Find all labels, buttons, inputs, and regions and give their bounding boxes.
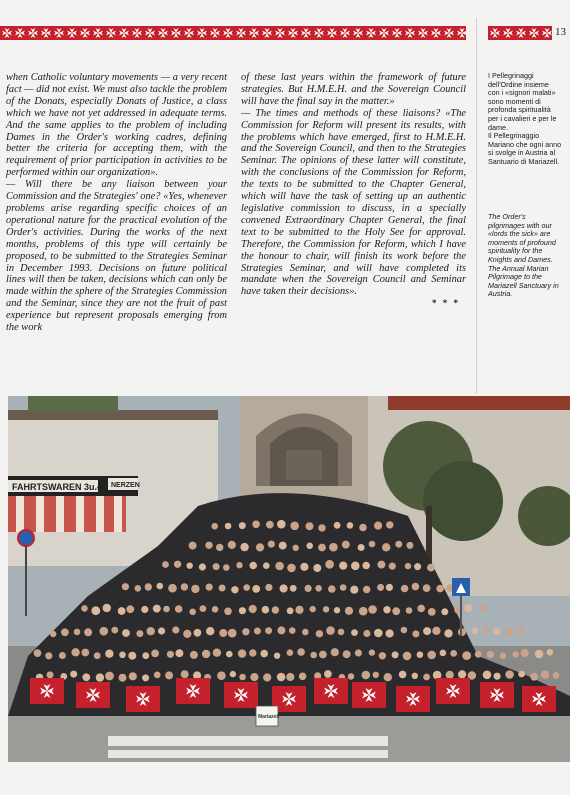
pilgrim-head: [369, 541, 376, 548]
pilgrim-head: [59, 652, 66, 659]
pilgrim-head: [228, 541, 236, 549]
pilgrim-head: [287, 649, 294, 656]
pilgrim-head: [417, 605, 425, 613]
pilgrim-head: [535, 650, 544, 659]
caption-italian: [488, 72, 562, 167]
pilgrim-head: [479, 605, 485, 611]
pilgrim-head: [249, 605, 257, 613]
pilgrim-head: [316, 630, 323, 637]
pilgrim-head: [122, 629, 130, 637]
pilgrim-head: [82, 673, 90, 681]
pilgrim-head: [521, 649, 529, 657]
pilgrim-head: [412, 630, 419, 637]
pilgrim-head: [202, 650, 210, 658]
pilgrim-head: [389, 563, 396, 570]
pilgrim-head: [213, 563, 220, 570]
pilgrim-head: [287, 607, 294, 614]
pilgrim-head: [239, 674, 246, 681]
pilgrim-head: [190, 651, 198, 659]
shop-sign-right: NERZEN: [111, 482, 140, 489]
pilgrim-head: [287, 564, 296, 573]
pilgrim-head: [242, 628, 249, 635]
pilgrim-head: [194, 629, 202, 637]
pilgrim-head: [506, 628, 514, 636]
caption-paragraph: I Pellegrinaggi dell'Ordine insieme con i «signori malati» sono momenti di profonda spiritualità per i cavalieri e per le dame.: [488, 71, 557, 132]
pilgrim-head: [297, 648, 305, 656]
pilgrim-head: [310, 652, 317, 659]
pilgrim-head: [329, 543, 338, 552]
pilgrim-head: [50, 631, 56, 637]
pilgrim-head: [212, 606, 219, 613]
pilgrim-head: [530, 673, 538, 681]
pilgrim-head: [249, 649, 256, 656]
pilgrim-head: [355, 649, 362, 656]
pilgrim-head: [91, 606, 100, 615]
pilgrim-head: [265, 584, 272, 591]
pilgrim-head: [406, 607, 413, 614]
pilgrim-head: [339, 562, 347, 570]
pilgrim-head: [74, 629, 81, 636]
pilgrim-head: [290, 522, 299, 531]
pilgrim-head: [256, 543, 264, 551]
pilgrim-head: [47, 671, 54, 678]
pilgrim-head: [249, 562, 257, 570]
pilgrim-head: [423, 584, 431, 592]
pilgrim-head: [300, 563, 308, 571]
pilgrim-head: [240, 543, 248, 551]
pilgrim-head: [153, 605, 161, 613]
pilgrim-head: [362, 671, 371, 680]
order-banner: [522, 686, 556, 712]
pilgrim-head: [541, 671, 549, 679]
pilgrim-head: [136, 630, 143, 637]
shop-sign-text: FAHRTSWAREN 3u.4: [12, 482, 103, 492]
pilgrim-head: [423, 627, 431, 635]
paragraph: when Catholic voluntary movements — a very recent fact — did not exist. We must also tackle the problem of the Donats, especially Donats of Justice, a class which we have not yet addressed in adequate terms. And the same applies to the problem of including Dames in the Order's working cadres, defining better the criteria for accepting them, with the requirement of prior participation in activities to be performed within our organization».: [6, 72, 227, 179]
pilgrim-head: [103, 604, 111, 612]
pilgrim-head: [157, 583, 164, 590]
pilgrim-head: [384, 673, 392, 681]
pilgrim-head: [154, 672, 161, 679]
pilgrim-head: [105, 650, 113, 658]
pilgrim-head: [118, 607, 126, 615]
order-banner: [480, 682, 514, 708]
pilgrim-head: [359, 524, 367, 532]
pilgrim-head: [126, 605, 134, 613]
pilgrim-head: [162, 561, 169, 568]
pilgrim-head: [151, 650, 159, 658]
pilgrim-head: [189, 542, 197, 550]
pilgrim-head: [518, 671, 525, 678]
pilgrim-head: [293, 545, 299, 551]
pilgrim-head: [211, 523, 218, 530]
pilgrim-head: [230, 671, 236, 677]
pilgrim-head: [340, 584, 347, 591]
pilgrim-head: [444, 629, 452, 637]
pilgrim-head: [373, 672, 379, 678]
pilgrim-head: [239, 522, 246, 529]
end-mark: * * *: [432, 298, 460, 309]
pilgrim-head: [181, 670, 189, 678]
pilgrim-head: [219, 585, 226, 592]
pilgrim-head: [386, 584, 393, 591]
pilgrim-head: [189, 609, 196, 616]
pilgrim-head: [280, 584, 288, 592]
placard-text: Mariazell: [258, 714, 280, 720]
pilgrim-head: [458, 670, 466, 678]
pilgrim-head: [252, 585, 260, 593]
pilgrim-head: [328, 585, 336, 593]
pilgrim-head: [392, 607, 400, 615]
pilgrim-head: [500, 653, 507, 660]
paragraph: — The times and methods of these liaisons? «The Commission for Reform will present its results, with the problems which have emerged, first to H.M.E.H. and the Sovereign Council, and then to the Strategies Seminar. The opinions of these latter will constitute, with the conclusions of the Commission for Reform, the texts to be submitted to the Chapter General, which will have the task of setting up an authentic legislative commission to discuss, in a specially convened Extraordinary Chapter General, the final text to be submitted to the Holy See for approval. Therefore, the Commission for Reform, which I have the honour to chair, will finish its work before the Strategies Seminar, and will have completed its mandate when the Sovereign Council and Seminar have taken their decisions».: [241, 107, 466, 298]
pilgrim-head: [183, 630, 191, 638]
pilgrim-head: [324, 670, 332, 678]
pilgrim-head: [191, 585, 199, 593]
pilgrim-head: [428, 608, 436, 616]
pilgrim-head: [145, 583, 152, 590]
pilgrim-head: [172, 626, 179, 633]
pilgrim-head: [96, 673, 104, 681]
caption-english: [488, 213, 562, 299]
pilgrim-head: [386, 629, 394, 637]
pilgrim-head: [403, 652, 412, 661]
caption-paragraph: The Order's pilgrimages with our «lords the sick» are moments of profound spirituality for the Knights and Dames.: [488, 212, 556, 264]
pilgrim-head: [326, 626, 335, 635]
pilgrim-head: [119, 674, 127, 682]
pilgrim-head: [205, 542, 212, 549]
pilgrim-head: [200, 605, 207, 612]
pilgrim-head: [277, 626, 285, 634]
pilgrim-head: [213, 649, 221, 657]
pilgrim-head: [147, 627, 155, 635]
pilgrim-head: [105, 672, 114, 681]
pilgrim-head: [379, 652, 386, 659]
pilgrim-head: [319, 651, 327, 659]
pilgrim-head: [216, 544, 223, 551]
pilgrim-head: [61, 628, 69, 636]
pilgrim-head: [263, 673, 271, 681]
pilgrim-head: [277, 520, 286, 529]
pilgrim-head: [274, 653, 280, 659]
pilgrim-head: [412, 673, 418, 679]
pilgrim-head: [100, 627, 109, 636]
pilgrim-head: [219, 629, 227, 637]
order-banner: [224, 682, 258, 708]
pilgrim-head: [165, 671, 173, 679]
pilgrim-head: [350, 586, 358, 594]
pilgrim-head: [206, 584, 213, 591]
pilgrim-head: [374, 629, 383, 638]
pilgrim-head: [395, 541, 402, 548]
pilgrim-head: [401, 627, 408, 634]
pilgrim-head: [315, 585, 322, 592]
pilgrim-head: [260, 650, 268, 658]
pilgrim-head: [119, 652, 126, 659]
pilgrim-head: [226, 651, 233, 658]
order-banner: [314, 678, 348, 704]
pilgrim-head: [399, 671, 407, 679]
pilgrim-head: [412, 583, 420, 591]
pilgrim-head: [427, 651, 436, 660]
pilgrim-head: [342, 541, 350, 549]
pilgrim-head: [310, 606, 316, 612]
pilgrim-head: [553, 672, 560, 679]
pilgrim-head: [362, 562, 370, 570]
pilgrim-head: [351, 629, 358, 636]
page-number: 13: [555, 26, 566, 38]
pilgrim-head: [163, 606, 170, 613]
pilgrim-head: [135, 585, 142, 592]
paragraph: — Will there be any liaison between your Commission and the Strategies' one? «Yes, whenever problems arise regarding specific choices of an operational nature for the practical evolution of the Order's activities. During the works of the next months, problems of this type will certainly be proposed, to be submitted to the Strategies Seminar in December 1993. Decisions on future political lines will then be taken, decisions which can only be made within the sphere of the Strategies Commission and the Seminar, since they are not the fruit of past experience but represent proposals emerging from the work: [6, 179, 227, 334]
pilgrim-head: [167, 651, 174, 658]
pilgrim-head: [318, 524, 325, 531]
pilgrim-head: [71, 648, 79, 656]
pilgrim-head: [386, 521, 393, 528]
pilgrim-head: [323, 606, 329, 612]
pilgrim-head: [505, 670, 514, 679]
pilgrim-head: [313, 564, 321, 572]
pilgrim-head: [228, 629, 237, 638]
pilgrim-head: [236, 562, 242, 568]
pilgrim-head: [494, 673, 501, 680]
pilgrim-head: [94, 652, 101, 659]
pilgrim-head: [512, 651, 518, 657]
pilgrim-head: [334, 607, 340, 613]
pilgrim-head: [289, 627, 296, 634]
pilgrim-head: [187, 563, 193, 569]
order-banner: [76, 682, 110, 708]
pilgrim-head: [369, 649, 375, 655]
pilgrim-head: [174, 561, 181, 568]
order-banner: [126, 686, 160, 712]
pilgrim-head: [334, 522, 341, 529]
pilgrim-head: [401, 585, 409, 593]
pilgrim-head: [239, 607, 246, 614]
pilgrim-head: [305, 585, 312, 592]
pilgrim-head: [175, 649, 183, 657]
pilgrim-head: [243, 584, 250, 591]
pilgrim-head: [266, 521, 274, 529]
pilgrim-head: [206, 627, 214, 635]
pilgrim-head: [432, 627, 440, 635]
pilgrim-head: [295, 606, 303, 614]
pilgrim-head: [383, 606, 390, 613]
pilgrim-head: [363, 630, 370, 637]
pilgrim-head: [441, 608, 448, 615]
pilgrim-head: [129, 672, 137, 680]
pilgrim-head: [250, 673, 258, 681]
pilgrim-head: [254, 628, 261, 635]
pilgrim-head: [84, 628, 92, 636]
pilgrim-head: [277, 673, 286, 682]
pilgrim-head: [363, 586, 370, 593]
pilgrim-head: [34, 649, 42, 657]
pilgrim-head: [338, 629, 345, 636]
pilgrim-head: [414, 563, 421, 570]
decorative-cross-band-side: [488, 26, 552, 40]
group-photo-pilgrimage: [8, 396, 570, 762]
pilgrim-head: [358, 544, 365, 551]
pilgrim-head: [81, 605, 88, 612]
pilgrim-head: [231, 586, 238, 593]
pilgrim-head: [306, 522, 314, 530]
pilgrim-head: [406, 542, 413, 549]
pilgrim-head: [493, 628, 500, 635]
pilgrim-head: [436, 585, 444, 593]
order-banner: [396, 686, 430, 712]
pilgrim-head: [351, 562, 360, 571]
order-banner: [352, 682, 386, 708]
order-banner: [30, 678, 64, 704]
pilgrim-head: [423, 674, 430, 681]
pilgrim-head: [306, 543, 313, 550]
pilgrim-head: [374, 522, 382, 530]
pilgrim-head: [265, 627, 272, 634]
order-banner: [176, 678, 210, 704]
pilgrim-head: [347, 522, 354, 529]
pilgrim-head: [318, 544, 326, 552]
pilgrim-head: [275, 562, 284, 571]
pilgrim-head: [446, 671, 454, 679]
pilgrim-head: [268, 541, 275, 548]
pilgrim-head: [464, 604, 472, 612]
pilgrim-head: [262, 606, 270, 614]
pilgrim-head: [286, 673, 294, 681]
pilgrim-head: [142, 674, 149, 681]
pilgrim-head: [263, 562, 270, 569]
pilgrim-head: [168, 584, 177, 593]
pilgrim-head: [518, 627, 525, 634]
pilgrim-head: [238, 649, 246, 657]
caption-paragraph: The Annual Marian Pilgrimage to the Mariazell Sanctuary in Austria.: [488, 263, 559, 299]
pilgrim-head: [111, 627, 118, 634]
pilgrim-head: [252, 521, 260, 529]
paragraph: of these last years within the framework of future strategies. But H.M.E.H. and the Sovereign Council will have the final say in the matter.»: [241, 72, 466, 107]
caption-paragraph: Il Pellegrinaggio Mariano che ogni anno si svolge in Austria al Santuario di Mariazell.: [488, 131, 562, 166]
pilgrim-head: [325, 560, 334, 569]
pilgrim-head: [343, 650, 351, 658]
pilgrim-head: [181, 583, 188, 590]
pilgrim-head: [302, 629, 309, 636]
pilgrim-head: [450, 650, 457, 657]
order-banner: [436, 678, 470, 704]
pilgrim-head: [272, 606, 279, 613]
pilgrim-head: [462, 651, 471, 660]
pilgrim-head: [199, 563, 206, 570]
pilgrim-head: [141, 606, 148, 613]
pilgrim-head: [348, 673, 355, 680]
page-bottom-margin: [0, 762, 570, 795]
pilgrim-head: [417, 651, 424, 658]
pilgrim-head: [223, 564, 230, 571]
pilgrim-head: [122, 583, 129, 590]
pilgrim-head: [175, 605, 183, 613]
column-divider: [476, 18, 477, 394]
pilgrim-head: [368, 605, 377, 614]
pilgrim-head: [225, 523, 232, 530]
pilgrim-head: [331, 648, 339, 656]
pilgrim-head: [45, 652, 52, 659]
pilgrim-head: [440, 650, 447, 657]
pilgrim-head: [475, 651, 482, 658]
pilgrim-head: [483, 627, 490, 634]
pilgrim-head: [392, 651, 399, 658]
pilgrim-head: [377, 561, 385, 569]
pilgrim-head: [224, 608, 232, 616]
pilgrim-head: [290, 585, 297, 592]
pilgrim-head: [359, 607, 368, 616]
pilgrim-head: [299, 673, 307, 681]
pilgrim-head: [279, 542, 287, 550]
article-column-right: [241, 72, 466, 309]
pilgrim-head: [483, 671, 492, 680]
pilgrim-head: [70, 671, 77, 678]
pilgrim-head: [427, 564, 435, 572]
pilgrim-head: [405, 563, 411, 569]
pilgrim-head: [158, 627, 165, 634]
pilgrim-head: [142, 652, 149, 659]
pilgrim-head: [377, 584, 384, 591]
pilgrim-head: [128, 652, 136, 660]
pilgrim-head: [472, 627, 479, 634]
pilgrim-head: [487, 651, 495, 659]
pilgrim-head: [81, 649, 89, 657]
decorative-cross-band: [0, 26, 466, 40]
pilgrim-head: [217, 671, 226, 680]
pilgrim-head: [345, 607, 353, 615]
article-column-left: [6, 72, 227, 334]
pilgrim-head: [382, 543, 390, 551]
pilgrim-head: [547, 649, 554, 656]
